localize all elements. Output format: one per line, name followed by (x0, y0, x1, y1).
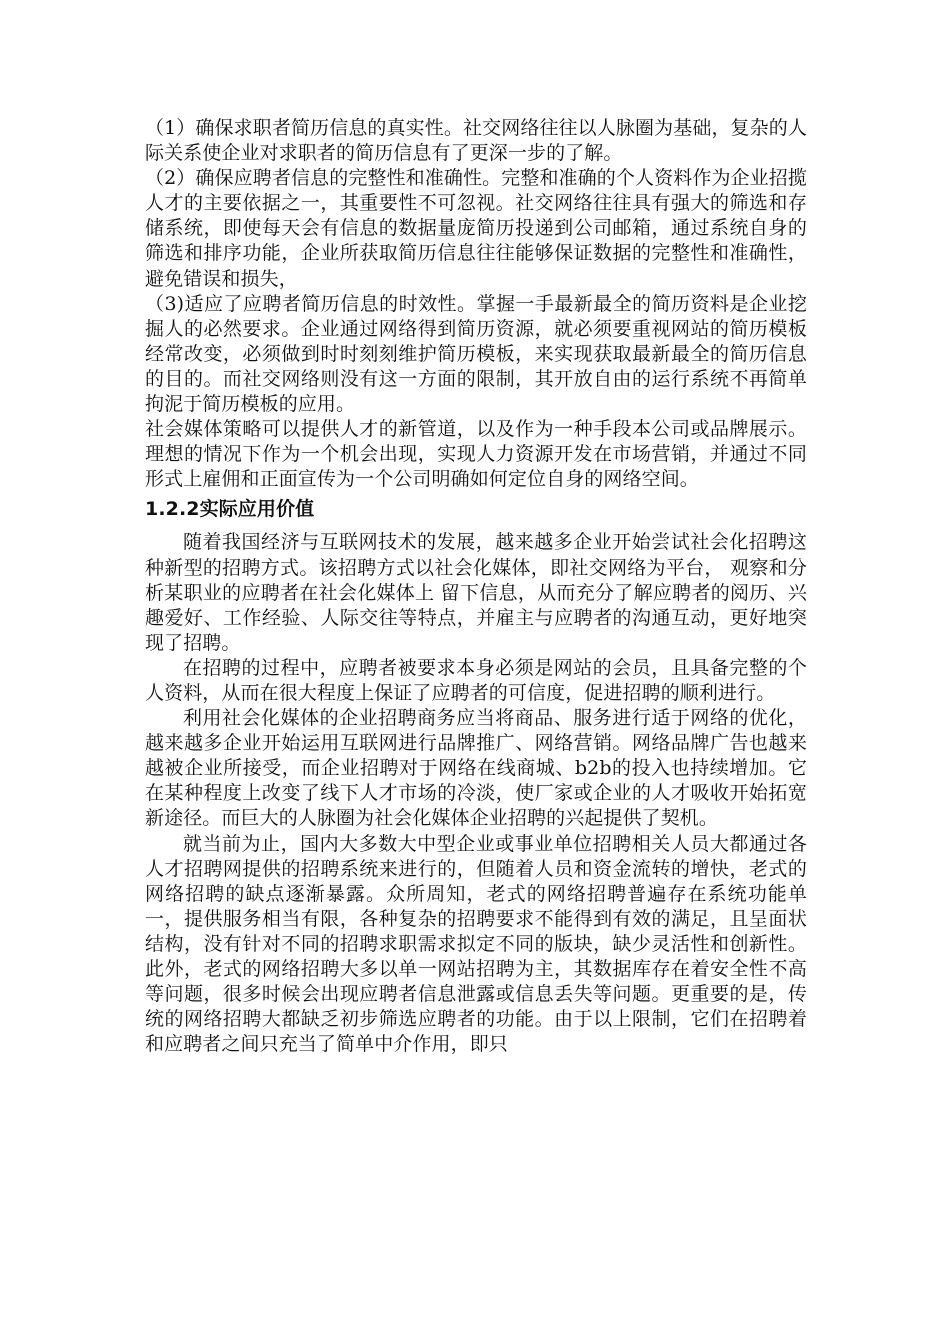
section-heading: 1.2.2实际应用价值 (145, 498, 315, 521)
paragraph-social-media-strategy: 社会媒体策略可以提供人才的新管道，以及作为一种手段本公司或品牌展示。理想的情况下作为一个机会出现，实现人力资源开发在市场营销，并通过不同形式上雇佣和正面宣传为一个公司明确如何定位自身的网络空间。 (145, 418, 807, 491)
paragraph-development: 随着我国经济与互联网技术的发展，越来越多企业开始尝试社会化招聘这种新型的招聘方式。该招聘方式以社会化媒体，即社交网络为平台， 观察和分析某职业的应聘者在社会化媒体上 留下信息，从而充分了解应聘者的阅历、兴趣爱好、工作经验、人际交往等特点，并雇主与应聘者的沟通互动，更好地突现了招聘。 (145, 531, 807, 654)
paragraph-point-1: （1）确保求职者简历信息的真实性。社交网络往往以人脉圈为基础，复杂的人际关系使企业对求职者的简历信息有了更深一步的了解。 (145, 117, 807, 165)
document-body (145, 116, 807, 1057)
paragraph-social-media-commerce: 利用社会化媒体的企业招聘商务应当将商品、服务进行适于网络的优化，越来越多企业开始运用互联网进行品牌推广、网络营销。网络品牌广告也越来越被企业所接受，而企业招聘对于网络在线商城、b2b的投入也持续增加。它在某种程度上改变了线下人才市场的冷淡，使厂家或企业的人才吸收开始拓宽新途径。而巨大的人脉圈为社会化媒体企业招聘的兴起提供了契机。 (145, 707, 807, 830)
paragraph-point-3: （3)适应了应聘者简历信息的时效性。掌握一手最新最全的简历资料是企业挖掘人的必然要求。企业通过网络得到简历资源，就必须要重视网站的简历模板经常改变，必须做到时时刻刻维护简历模板，来实现获取最新最全的简历信息的目的。而社交网络则没有这一方面的限制，其开放自由的运行系统不再简单拘泥于简历模板的应用。 (145, 292, 807, 416)
paragraph-current-situation: 就当前为止，国内大多数大中型企业或事业单位招聘相关人员大都通过各人才招聘网提供的招聘系统来进行的，但随着人员和资金流转的增快，老式的网络招聘的缺点逐渐暴露。众所周知，老式的网络招聘普遍存在系统功能单一，提供服务相当有限，各种复杂的招聘要求不能得到有效的满足，且呈面状结构，没有针对不同的招聘求职需求拟定不同的版块，缺少灵活性和创新性。此外，老式的网络招聘大多以单一网站招聘为主，其数据库存在着安全性不高等问题，很多时候会出现应聘者信息泄露或信息丢失等问题。更重要的是，传统的网络招聘大都缺乏初步筛选应聘者的功能。由于以上限制，它们在招聘着和应聘者之间只充当了简单中介作用，即只 (145, 832, 807, 1056)
paragraph-point-2: （2）确保应聘者信息的完整性和准确性。完整和准确的个人资料作为企业招揽人才的主要依据之一，其重要性不可忽视。社交网络往往具有强大的筛选和存储系统，即使每天会有信息的数据量庞简历投递到公司邮箱，通过系统自身的筛选和排序功能，企业所获取简历信息往往能够保证数据的完整性和准确性，避免错误和损失， (145, 167, 807, 290)
paragraph-recruitment-process: 在招聘的过程中，应聘者被要求本身必须是网站的会员，且具备完整的个人资料，从而在很大程度上保证了应聘者的可信度，促进招聘的顺利进行。 (145, 656, 807, 704)
